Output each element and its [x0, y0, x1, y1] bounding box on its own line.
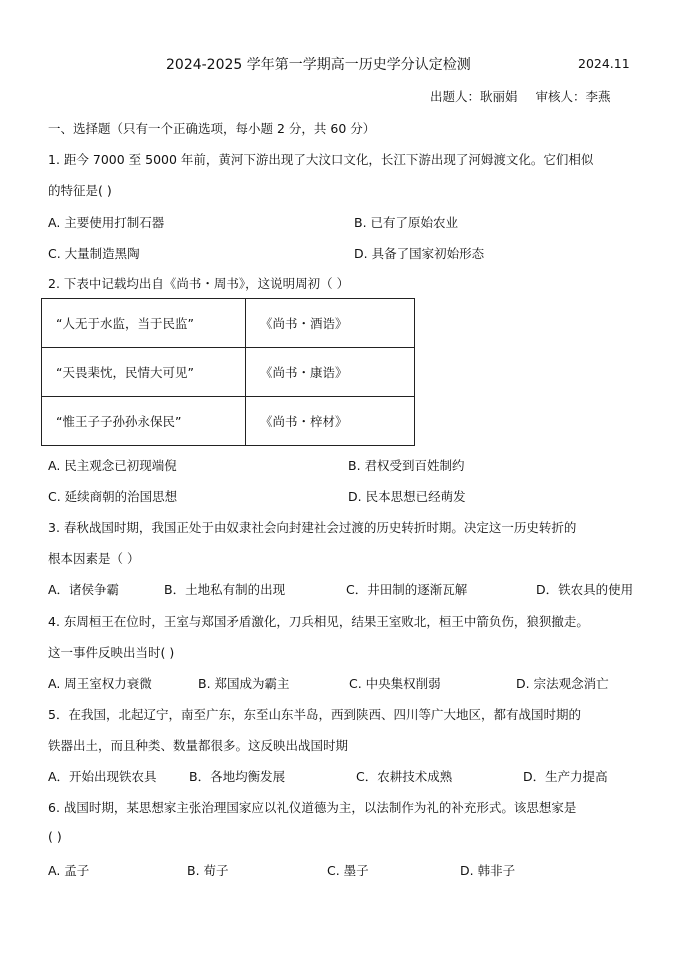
q1-option-d: D. 具备了国家初始形态 — [354, 246, 485, 261]
q5-option-d: D．生产力提高 — [523, 769, 608, 784]
q2-quote-table — [41, 298, 415, 446]
q4-option-c: C. 中央集权削弱 — [349, 676, 441, 691]
q6-option-c: C. 墨子 — [327, 863, 369, 878]
q4-option-a: A. 周王室权力衰微 — [48, 676, 152, 691]
q2-option-d: D. 民本思想已经萌发 — [348, 489, 466, 504]
q2-option-a: A. 民主观念已初现端倪 — [48, 458, 177, 473]
q6-stem-line-1: 6. 战国时期，某思想家主张治理国家应以礼仪道德为主，以法制作为礼的补充形式。该思想家是 — [48, 800, 577, 815]
q3-stem-line-1: 3. 春秋战国时期，我国正处于由奴隶社会向封建社会过渡的历史转折时期。决定这一历史转折的 — [48, 520, 577, 535]
q5-stem-line-2: 铁器出土，而且种类、数量都很多。这反映出战国时期 — [48, 738, 349, 753]
q6-option-a: A. 孟子 — [48, 863, 90, 878]
section-heading: 一、选择题（只有一个正确选项，每小题 2 分，共 60 分） — [48, 121, 376, 136]
q3-option-b: B．土地私有制的出现 — [164, 582, 286, 597]
setter: 出题人：耿丽娟 — [430, 89, 518, 104]
q6-stem-line-2: ( ) — [48, 829, 62, 844]
table-cell-quote: “人无于水监，当于民监” — [42, 299, 246, 348]
exam-date: 2024.11 — [578, 56, 630, 71]
table-row — [42, 397, 415, 446]
table-row — [42, 348, 415, 397]
q1-option-c: C. 大量制造黑陶 — [48, 246, 140, 261]
q4-stem-line-1: 4. 东周桓王在位时，王室与郑国矛盾激化，刀兵相见，结果王室败北，桓王中箭负伤，狼狈撤走。 — [48, 614, 589, 629]
table-cell-quote: “天畏棐忱，民情大可见” — [42, 348, 246, 397]
q5-option-c: C．农耕技术成熟 — [356, 769, 453, 784]
table-row — [42, 299, 415, 348]
q3-option-a: A．诸侯争霸 — [48, 582, 120, 597]
q3-option-c: C．井田制的逐渐瓦解 — [346, 582, 468, 597]
q1-stem-line-2: 的特征是( ) — [48, 183, 112, 198]
q6-option-b: B. 荀子 — [187, 863, 229, 878]
q1-stem-line-1: 1. 距今 7000 至 5000 年前，黄河下游出现了大汶口文化，长江下游出现了河姆渡文化。它们相似 — [48, 152, 594, 167]
q6-option-d: D. 韩非子 — [460, 863, 516, 878]
table-cell-source: 《尚书・酒诰》 — [246, 299, 415, 348]
q2-option-c: C. 延续商朝的治国思想 — [48, 489, 178, 504]
table-cell-quote: “惟王子子孙孙永保民” — [42, 397, 246, 446]
q1-option-b: B. 已有了原始农业 — [354, 215, 459, 230]
exam-title: 2024-2025 学年第一学期高一历史学分认定检测 — [166, 57, 471, 73]
q5-stem-line-1: 5．在我国，北起辽宁，南至广东，东至山东半岛，西到陕西、四川等广大地区，都有战国时期的 — [48, 707, 581, 722]
q3-stem-line-2: 根本因素是（ ） — [48, 551, 140, 566]
q1-option-a: A. 主要使用打制石器 — [48, 215, 165, 230]
q4-stem-line-2: 这一事件反映出当时( ) — [48, 645, 175, 660]
q2-stem-line-1: 2. 下表中记载均出自《尚书・周书》，这说明周初（ ） — [48, 276, 350, 291]
table-cell-source: 《尚书・梓材》 — [246, 397, 415, 446]
q3-option-d: D．铁农具的使用 — [536, 582, 634, 597]
q4-option-b: B. 郑国成为霸主 — [198, 676, 290, 691]
q5-option-a: A．开始出现铁农具 — [48, 769, 157, 784]
reviewer: 审核人：李燕 — [535, 89, 611, 104]
q2-option-b: B. 君权受到百姓制约 — [348, 458, 465, 473]
table-cell-source: 《尚书・康诰》 — [246, 348, 415, 397]
q5-option-b: B．各地均衡发展 — [189, 769, 286, 784]
q4-option-d: D. 宗法观念消亡 — [516, 676, 609, 691]
byline — [430, 87, 611, 105]
